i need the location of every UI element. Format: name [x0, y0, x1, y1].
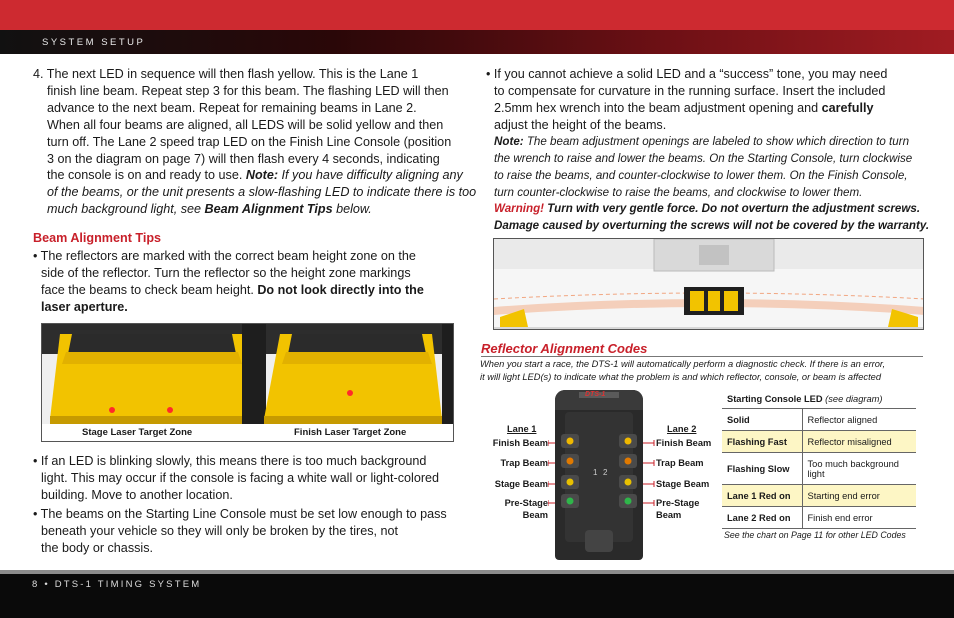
led-table-footnote: See the chart on Page 11 for other LED Codes — [724, 530, 906, 540]
beam-adjustment-photo — [493, 238, 924, 330]
lane-1-label: Lane 1 — [507, 424, 537, 434]
led-table-title: Starting Console LED (see diagram) — [727, 394, 883, 404]
table-row: Lane 2 Red on Finish end error — [722, 507, 916, 529]
reflector-codes-intro: When you start a race, the DTS-1 will automatically perform a diagnostic check. If there is an error, it will light LED(s) to indicate what the problem is and which reflector, console, or beam is affected — [480, 359, 886, 382]
lane-2-stage-beam-label: Stage Beam — [656, 479, 710, 489]
lane-1-stage-beam-label: Stage Beam — [494, 479, 548, 489]
console-lane-1-number: 1 — [593, 468, 598, 477]
caption-finish-laser: Finish Laser Target Zone — [294, 427, 407, 438]
step-4-paragraph: 4. The next LED in sequence will then flash yellow. This is the Lane 1 finish line beam. Repeat step 3 for this beam. The flashing LED will then advance to the next beam. Repeat for remaining beams in Lane 2. When all four beams are aligned, all LEDS will be solid yellow and then turn off. The Lane 2 speed trap LED on the Finish Line Console (position 3 on the diagram on page 7) will then flash every 4 seconds, indicating the console is on and ready to use. Note: If you have difficulty aligning any of the beams, or the unit presents a slow-flashing LED to indicate there is too much background light, see Beam Alignment Tips below. — [33, 67, 477, 217]
tip-reflector-markings: • The reflectors are marked with the correct beam height zone on the side of the reflector. Turn the reflector so the height zone markings face the beams to check beam height. Do not look directly into the laser aperture. — [33, 249, 424, 314]
lane-2-label: Lane 2 — [667, 424, 697, 434]
table-row: Flashing Slow Too much background light — [722, 453, 916, 485]
starting-console-led-table — [722, 408, 916, 529]
adjustment-note: Note: The beam adjustment openings are labeled to show which direction to turn the wrench to raise and lower the beams. On the Starting Console, turn clockwise to raise the beams, and counter-clockwise to lower them. On the Finish Console, turn counter-clockwise to raise the beams, and clockwise to lower them. — [494, 135, 913, 199]
footer-page-label: 8 • DTS-1 TIMING SYSTEM — [32, 579, 202, 590]
footer-band — [0, 574, 954, 618]
reflector-photo-illustration — [42, 324, 454, 442]
beam-adjustment-illustration — [494, 239, 924, 330]
section-title: SYSTEM SETUP — [42, 37, 146, 48]
lane-2-prestage-beam-label: Pre-Stage Beam — [656, 498, 700, 520]
starting-console-diagram — [555, 390, 643, 560]
warning-text: Warning! Turn with very gentle force. Do not overturn the adjustment screws. Damage caused by overturning the screws will not be covered by the warranty. — [494, 202, 930, 232]
table-row: Flashing Fast Reflector misaligned — [722, 431, 916, 453]
lane-1-finish-beam-label: Finish Beam — [492, 438, 548, 448]
tip-starting-console-height: • The beams on the Starting Line Console must be set low enough to pass beneath your vehicle so they will only be broken by the tires, not the body or chassis. — [33, 507, 447, 555]
reflector-alignment-codes-heading: Reflector Alignment Codes — [481, 341, 648, 356]
console-lane-2-number: 2 — [603, 468, 608, 477]
tip-background-light: • If an LED is blinking slowly, this means there is too much background light. This may occur if the console is facing a white wall or light-colored building. Move to another location. — [33, 454, 440, 502]
heading-rule — [481, 356, 923, 357]
console-body — [555, 390, 643, 560]
lane-2-finish-beam-label: Finish Beam — [656, 438, 712, 448]
lane-2-trap-beam-label: Trap Beam — [656, 458, 704, 468]
beam-alignment-tips-heading: Beam Alignment Tips — [33, 231, 162, 245]
lane-1-prestage-beam-label: Pre-Stage Beam — [504, 498, 548, 520]
curvature-tip: • If you cannot achieve a solid LED and a “success” tone, you may need to compensate for curvature in the running surface. Insert the included 2.5mm hex wrench into the beam adjustment opening and carefully adjust the height of the beams. — [486, 67, 888, 132]
table-row: Lane 1 Red on Starting end error — [722, 485, 916, 507]
header-band — [0, 30, 954, 54]
lane-1-trap-beam-label: Trap Beam — [500, 458, 548, 468]
header-red-bar — [0, 0, 954, 30]
table-row: Solid Reflector aligned — [722, 409, 916, 431]
console-logo: DTS-1 — [585, 391, 606, 398]
reflector-target-zone-photo — [41, 323, 454, 442]
caption-stage-laser: Stage Laser Target Zone — [82, 427, 193, 438]
